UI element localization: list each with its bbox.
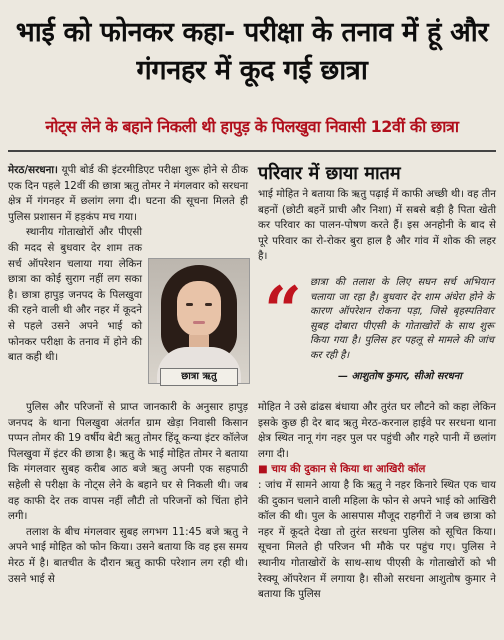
right-para2: मोहित ने उसे ढांढस बंधाया और तुरंत घर लौटने को कहा लेकिन इसके कुछ ही देर बाद ऋतु मेरठ-करनाल हाईवे पर सरधना थाना क्षेत्र स्थित नानू गंग नहर पुल पर पहुंची और गहरे पानी में छलांग लगा दी।: [258, 401, 496, 460]
subhead-tea-shop: ■ चाय की दुकान से किया था आखिरी कॉल: [258, 463, 426, 476]
left-para1-text: यूपी बोर्ड की इंटरमीडिएट परीक्षा शुरू होने से ठीक एक दिन पहले 12वीं की छात्रा ऋतु तोमर ने मंगलवार को सरधना क्षेत्र में गंगनहर में छलांग लगा दी। घटना की सूचना मिलते ही पुलिस प्रशासन में हड़कंप मच गया।: [8, 164, 248, 223]
dateline: मेरठ/सरधना।: [8, 164, 58, 176]
right-column: [258, 163, 496, 265]
left-para2: स्थानीय गोताखोरों और पीएसी की मदद से बुधवार देर शाम तक सर्च ऑपरेशन चलाया गया लेकिन छात्रा का कोई सुराग नहीं लग सका है। छात्रा हापुड़ जनपद के पिलखुवा की रहने वाली थी और नहर में कूदने से पहले उसने अपने भाई को फोनकर परीक्षा के तनाव में होने की बात कही थी।: [8, 226, 142, 364]
quote-block: [258, 272, 496, 382]
photo-caption: छात्रा ऋतु: [160, 368, 238, 386]
student-photo: [148, 258, 250, 384]
left-para4: तलाश के बीच मंगलवार सुबह लगभग 11:45 बजे ऋतु ने अपने भाई मोहित को फोन किया। उसने बताया कि वह इस समय मेरठ में है। बातचीत के दौरान ऋतु काफी परेशान लग रही थी। उसने भाई से: [8, 525, 248, 585]
headline: भाई को फोनकर कहा- परीक्षा के तनाव में हूं और गंगनहर में कूद गई छात्रा: [15, 17, 489, 86]
divider: [8, 150, 496, 152]
quote-attribution: — आशुतोष कुमार, सीओ सरधना: [338, 371, 462, 382]
quote-open-icon: “: [264, 272, 302, 350]
left-para1: [8, 163, 248, 225]
left-column-lower: [8, 400, 248, 587]
right-para1: भाई मोहित ने बताया कि ऋतु पढ़ाई में काफी अच्छी थी। वह तीन बहनों (छोटी बहनें प्राची और निशा) में सबसे बड़ी है पिता खेती कर परिवार का पालन-पोषण करते हैं। इस अनहोनी के बाद से पूरे परिवार का रो-रोकर बुरा हाल है और गांव में शोक की लहर है।: [258, 188, 496, 263]
section-title-family: परिवार में छाया मातम: [258, 163, 401, 184]
right-column-lower: [258, 400, 496, 603]
quote-text: छात्रा की तलाश के लिए सघन सर्च अभियान चलाया जा रहा है। बुधवार देर शाम अंधेरा होने के कारण ऑपरेशन रोकना पड़ा, जिसे बृहस्पतिवार सुबह दोबारा पीएसी के गोताखोरों के साथ शुरू किया गया है। पुलिस हर पहलू से मामले की जांच कर रही है।: [310, 277, 494, 361]
right-para3: : जांच में सामने आया है कि ऋतु ने नहर किनारे स्थित एक चाय की दुकान चलाने वाली महिला के फोन से अपने भाई को आखिरी कॉल की थी। पुल के आसपास मौजूद राहगीरों ने जब छात्रा को नहर में कूदते देखा तो तुरंत सरधना पुलिस को सूचित किया। सूचना मिलते ही परिजन भी मौके पर पहुंच गए। पुलिस ने स्थानीय गोताखोरों के साथ-साथ पीएसी के गोताखोरों को भी रेस्क्यू ऑपरेशन में लगाया है। सीओ सरधना आशुतोष कुमार ने बताया कि पुलिस: [258, 478, 496, 601]
left-para3: पुलिस और परिजनों से प्राप्त जानकारी के अनुसार हापुड़ जनपद के थाना पिलखुवा अंतर्गत ग्राम खेड़ा निवासी किसान पप्पन तोमर की 19 वर्षीय बेटी ऋतु तोमर हिंदू कन्या इंटर कॉलेज पिलखुवा में इंटर की छात्रा है। ऋतु के भाई मोहित तोमर ने बताया कि मंगलवार सुबह करीब आठ बजे ऋतु अपनी एक सहपाठी सहेली से परीक्षा के नोट्स लेने के बहाने घर से निकली थी। जब वह काफी देर तक वापस नहीं लौटी तो परिजनों को चिंता होने लगी।: [8, 401, 248, 523]
subheadline: नोट्स लेने के बहाने निकली थी हापुड़ के पिलखुवा निवासी 12वीं की छात्रा: [45, 117, 459, 136]
